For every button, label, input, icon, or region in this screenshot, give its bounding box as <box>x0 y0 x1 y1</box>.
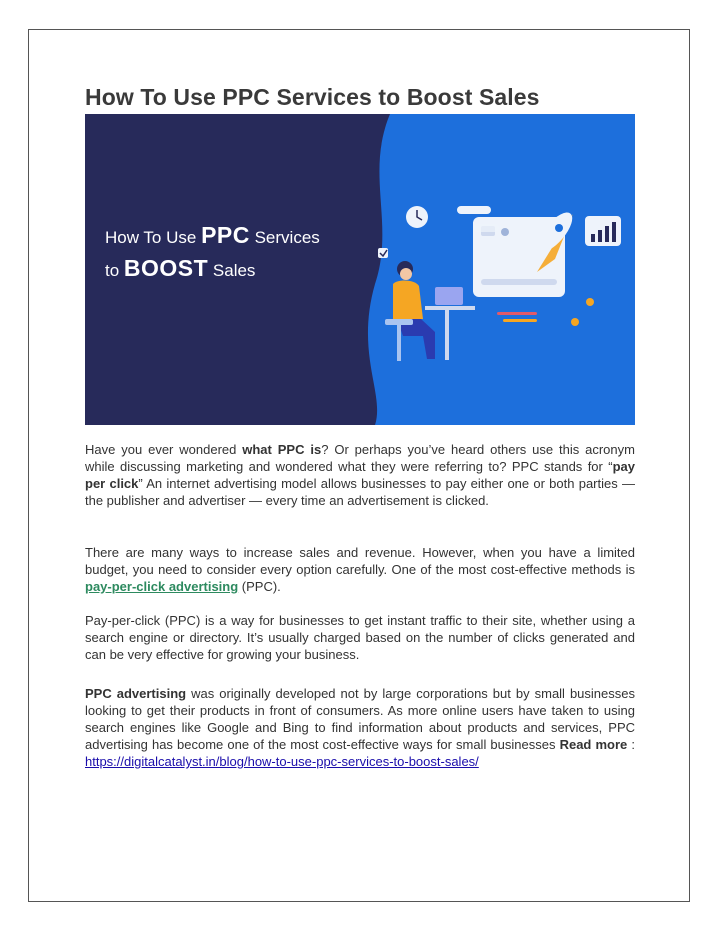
p3-text-1: Pay-per-click (PPC) is a way for businesses to get instant traffic to their site, whether using a search engine or directory. It’s usually charged based on the number of clicks generated and can be very effective for growing your business. <box>85 613 635 662</box>
p1-text-2: ? Or perhaps you’ve heard others use this acronym while discussing marketing and wondered what they were referring to? PPC stands for “ <box>85 442 635 474</box>
hero-line1-bold: PPC <box>201 222 250 248</box>
person-shirt <box>393 280 423 319</box>
desk <box>425 306 475 310</box>
p1-text-3: ” An internet advertising model allows businesses to pay either one or both parties — the publisher and advertiser — every time an advertisement is clicked. <box>85 476 635 508</box>
paragraph-4 <box>85 685 635 770</box>
hero-line2-bold: BOOST <box>123 255 209 281</box>
hero-line2-post: Sales <box>208 261 256 280</box>
p1-text-1: Have you ever wondered <box>85 442 243 457</box>
read-more-url-link[interactable]: https://digitalcatalyst.in/blog/how-to-use-ppc-services-to-boost-sales/ <box>85 754 479 769</box>
p2-text-2: (PPC). <box>238 579 281 594</box>
ppc-advertising-link[interactable]: pay-per-click advertising <box>85 579 239 594</box>
pencil-icon <box>497 312 537 315</box>
chat-bubble-icon <box>457 206 491 214</box>
hero-banner <box>85 114 635 425</box>
p1-bold-pay-per-click: pay per click <box>85 459 635 491</box>
paragraph-1 <box>85 441 635 509</box>
coin-icon <box>586 298 594 306</box>
read-more-label: Read more <box>559 737 628 752</box>
hero-headline <box>105 220 320 286</box>
p4-text-1: was originally developed not by large corporations but by small businesses looking to get their products in front of consumers. As more online users have taken to using search engines like Google and Bing to find information about products and services, PPC advertising has become one of the most cost-effective ways for small businesses <box>85 686 635 752</box>
hero-line1-pre: How To Use <box>105 228 202 247</box>
hero-line2-pre: to <box>105 261 124 280</box>
laptop-icon <box>435 287 463 305</box>
paragraph-2 <box>85 544 635 595</box>
stool <box>385 319 413 325</box>
p2-text-1: There are many ways to increase sales and revenue. However, when you have a limited budget, you need to consider every option carefully. One of the most cost-effective methods is <box>85 545 635 577</box>
p1-bold-what-ppc: what PPC is <box>242 442 322 457</box>
p4-text-2: : <box>627 737 635 752</box>
p4-bold-ppc-advertising: PPC advertising <box>85 686 187 701</box>
hero-line1-post: Services <box>249 228 320 247</box>
paragraph-3 <box>85 612 635 663</box>
page-title: How To Use PPC Services to Boost Sales <box>85 84 540 110</box>
